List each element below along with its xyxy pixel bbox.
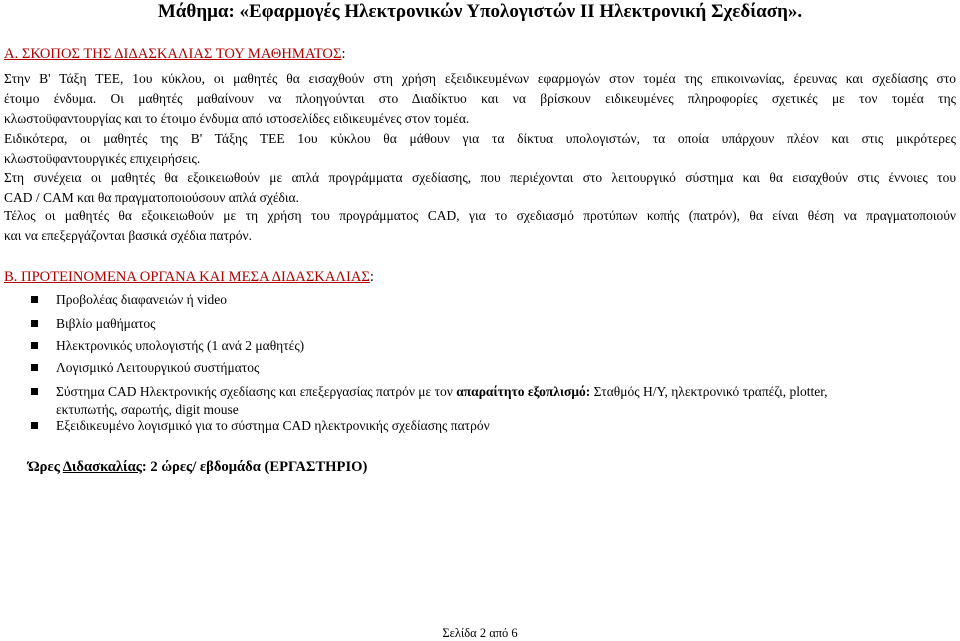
section-a-heading-text: Α. ΣΚΟΠΟΣ ΤΗΣ ΔΙΔΑΣΚΑΛΙΑΣ ΤΟΥ ΜΑΘΗΜΑΤΟΣ xyxy=(4,46,342,62)
page-number: Σελίδα 2 από 6 xyxy=(442,626,518,640)
square-bullet-icon xyxy=(31,320,38,327)
square-bullet-icon xyxy=(31,364,38,371)
paragraph-4: Τέλος οι μαθητές θα εξοικειωθούν με τη χρήση του προγράμματος CAD, για το σχεδιασμό προτύπων κοπής (πατρόν), θα είναι θέση να πραγματοποιούν και να επεξεργάζονται βασικά σχέδια πατρόν. xyxy=(4,208,956,243)
paragraph-3: Στη συνέχεια οι μαθητές θα εξοικειωθούν με απλά προγράμματα σχεδίασης, που περιέχονται στο λειτουργικό σύστημα και θα εισαχθούν στις έννοιες του CAD / CAM και θα πραγματοποιούσουν απλά σχέδια. xyxy=(4,170,956,205)
paragraph-1: Στην Β' Τάξη ΤΕΕ, 1ου κύκλου, οι μαθητές θα εισαχθούν στη χρήση εξειδικευμένων εφαρμογών στον τομέα της επικοινωνίας, έρευνας και σχεδίασης στο έτοιμο ένδυμα. Οι μαθητές μαθαίνουν να πλοηγούνται στο Διαδίκτυο και να βρίσκουν ειδικευμένες πληροφορίες σχετικές με τον τομέα της κλωστοϋφαντουργίας και το έτοιμο ένδυμα από ιστοσελίδες ειδικευμένες στον τομέα. xyxy=(4,71,956,126)
section-b-heading: Β. ΠΡΟΤΕΙΝΟΜΕΝΑ ΟΡΓΑΝΑ ΚΑΙ ΜΕΣΑ ΔΙΔΑΣΚΑΛΙΑΣ: xyxy=(4,269,374,285)
square-bullet-icon xyxy=(31,422,38,429)
square-bullet-icon xyxy=(31,388,38,395)
document-page: Μάθημα: «Εφαρμογές Ηλεκτρονικών Υπολογιστών ΙΙ Ηλεκτρονική Σχεδίαση». Α. ΣΚΟΠΟΣ ΤΗΣ ΔΙΔΑΣΚΑΛΙΑΣ ΤΟΥ ΜΑΘΗΜΑΤΟΣ: Στην Β' Τάξη ΤΕΕ, 1ου κύκλου, οι μαθητές θα εισαχθούν στη χρήση εξειδικευμένων εφαρμογών στον τομέα της επικοινωνίας, έρευνας και σχεδίασης στο έτοιμο ένδυμα. Οι μαθητές μαθαίνουν να πλοηγούνται στο Διαδίκτυο και να βρίσκουν ειδικευμένες πληροφορίες σχετικές με τον τομέα της κλωστοϋφαντουργίας και το έτοιμο ένδυμα από ιστοσελίδες ειδικευμένες στον τομέα. Ειδικότερα, οι μαθητές της Β' Τάξης ΤΕΕ 1ου κύκλου θα μάθουν για τα δίκτυα υπολογιστών, τα οποία υπάρχουν πλέον και στις μικρότερες κλωστοϋφαντουργικές επιχειρήσεις. Στη συνέχεια οι μαθητές θα εξοικειωθούν με απλά προγράμματα σχεδίασης, που περιέχονται στο λειτουργικό σύστημα και θα εισαχθούν στις έννοιες του CAD / CAM και θα πραγματοποιούσουν απλά σχέδια. Τέλος οι μαθητές θα εξοικειωθούν με τη χρήση του προγράμματος CAD, για το σχεδιασμό προτύπων κοπής (πατρόν), θα είναι θέση να πραγματοποιούν και να επεξεργάζονται βασικά σχέδια πατρόν. Β. ΠΡΟΤΕΙΝΟΜΕΝΑ ΟΡΓΑΝΑ ΚΑΙ ΜΕΣΑ ΔΙΔΑΣΚΑΛΙΑΣ: Προβολέας διαφανειών ή video Βιβλίο μαθήματος Ηλεκτρονικός υπολογιστής (1 ανά 2 μαθητές) Λογισμικό Λειτουργικού συστήματος Σύστημα CAD Ηλεκτρονικής σχεδίασης και επεξεργασίας πατρόν με τον απαραίτητο εξοπλισμό: Σταθμός Η/Υ, ηλεκτρονικό τραπέζι, plotter, εκτυπωτής, σαρωτής, digit mouse Εξειδικευμένο λογισμικό για το σύστημα CAD ηλεκτρονικής σχεδίασης πατρόν Ώρες Διδασκαλίας: 2 ώρες/ εβδομάδα (ΕΡΓΑΣΤΗΡΙΟ) Σελίδα 2 από 6 xyxy=(0,0,960,641)
section-a-heading: Α. ΣΚΟΠΟΣ ΤΗΣ ΔΙΔΑΣΚΑΛΙΑΣ ΤΟΥ ΜΑΘΗΜΑΤΟΣ: xyxy=(4,46,346,62)
page-title: Μάθημα: «Εφαρμογές Ηλεκτρονικών Υπολογιστών ΙΙ Ηλεκτρονική Σχεδίαση». xyxy=(157,1,803,22)
square-bullet-icon xyxy=(31,342,38,349)
section-b-heading-text: Β. ΠΡΟΤΕΙΝΟΜΕΝΑ ΟΡΓΑΝΑ ΚΑΙ ΜΕΣΑ ΔΙΔΑΣΚΑΛΙΑΣ xyxy=(4,269,370,285)
square-bullet-icon xyxy=(31,296,38,303)
paragraph-2: Ειδικότερα, οι μαθητές της Β' Τάξης ΤΕΕ 1ου κύκλου θα μάθουν για τα δίκτυα υπολογιστών, τα οποία υπάρχουν πλέον και στις μικρότερες κλωστοϋφαντουργικές επιχειρήσεις. xyxy=(4,131,956,166)
teaching-hours: Ώρες Διδασκαλίας: 2 ώρες/ εβδομάδα (ΕΡΓΑΣΤΗΡΙΟ) xyxy=(28,459,368,475)
